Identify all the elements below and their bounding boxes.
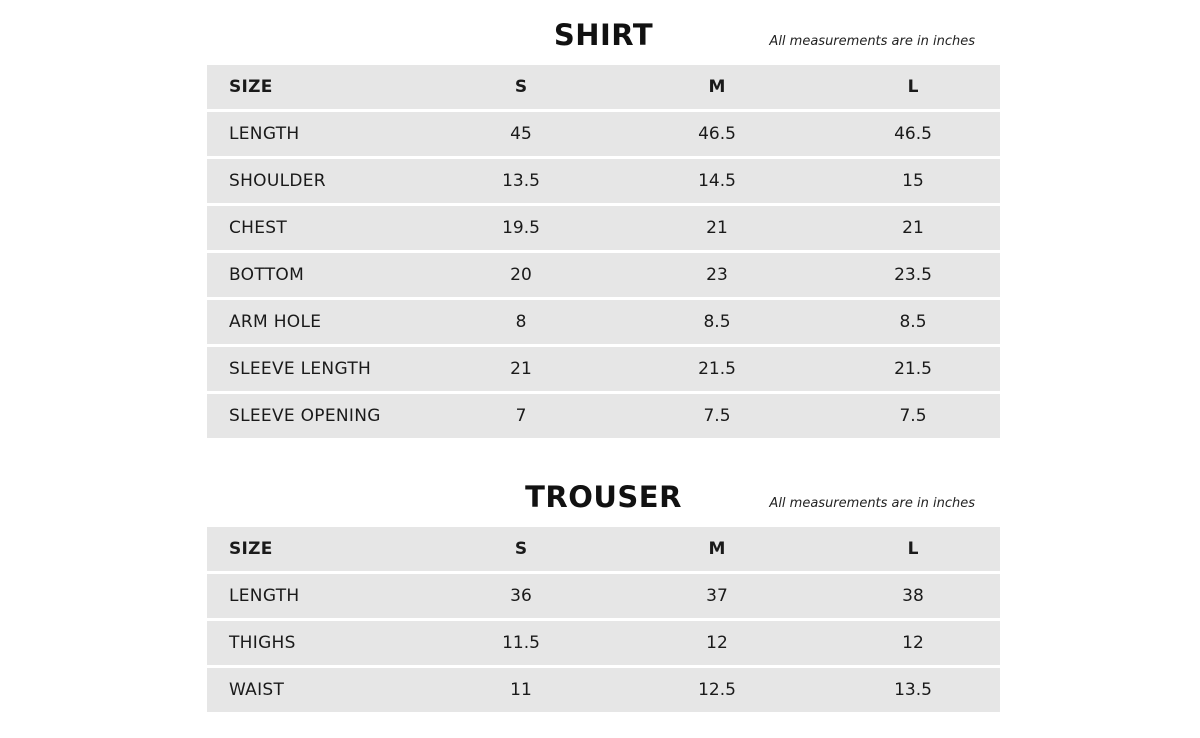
value-m: 23 [706, 265, 728, 285]
value-s: 13.5 [502, 171, 540, 191]
header-m: M [708, 77, 726, 97]
shirt-table [207, 65, 1000, 438]
value-m: 21 [706, 218, 728, 238]
table-row [207, 112, 1000, 156]
value-s: 7 [515, 406, 527, 426]
table-row [207, 668, 1000, 712]
shirt-title: SHIRT [553, 18, 654, 52]
trouser-table-header [207, 527, 1000, 571]
row-label: LENGTH [229, 124, 300, 144]
value-s: 45 [510, 124, 532, 144]
table-row [207, 300, 1000, 344]
shirt-measurement-note: All measurements are in inches [769, 34, 975, 49]
row-label: CHEST [229, 218, 288, 238]
row-label: THIGHS [229, 633, 296, 653]
trouser-table [207, 527, 1000, 712]
table-row [207, 394, 1000, 438]
value-l: 7.5 [899, 406, 927, 426]
trouser-title-row [207, 462, 1000, 527]
table-row [207, 347, 1000, 391]
value-l: 38 [902, 586, 924, 606]
table-row [207, 159, 1000, 203]
value-l: 46.5 [894, 124, 932, 144]
value-l: 23.5 [894, 265, 932, 285]
value-s: 21 [510, 359, 532, 379]
value-s: 19.5 [502, 218, 540, 238]
row-label: ARM HOLE [229, 312, 322, 332]
header-s: S [514, 539, 528, 559]
value-s: 8 [515, 312, 527, 332]
value-m: 8.5 [703, 312, 731, 332]
header-size: SIZE [229, 77, 273, 97]
table-row [207, 253, 1000, 297]
value-s: 36 [510, 586, 532, 606]
row-label: WAIST [229, 680, 285, 700]
shirt-size-chart [207, 0, 1000, 441]
header-m: M [708, 539, 726, 559]
shirt-title-row [207, 0, 1000, 65]
value-l: 12 [902, 633, 924, 653]
value-l: 8.5 [899, 312, 927, 332]
value-m: 12 [706, 633, 728, 653]
value-s: 11.5 [502, 633, 540, 653]
value-m: 7.5 [703, 406, 731, 426]
value-m: 21.5 [698, 359, 736, 379]
header-l: L [907, 539, 919, 559]
value-m: 12.5 [698, 680, 736, 700]
row-label: LENGTH [229, 586, 300, 606]
row-label: BOTTOM [229, 265, 305, 285]
value-m: 46.5 [698, 124, 736, 144]
table-row [207, 574, 1000, 618]
trouser-measurement-note: All measurements are in inches [769, 496, 975, 511]
value-l: 13.5 [894, 680, 932, 700]
shirt-table-header [207, 65, 1000, 109]
value-l: 21 [902, 218, 924, 238]
value-l: 15 [902, 171, 924, 191]
row-label: SHOULDER [229, 171, 326, 191]
table-row [207, 206, 1000, 250]
header-l: L [907, 77, 919, 97]
value-m: 37 [706, 586, 728, 606]
table-row [207, 621, 1000, 665]
value-l: 21.5 [894, 359, 932, 379]
row-label: SLEEVE OPENING [229, 406, 381, 426]
value-s: 11 [510, 680, 532, 700]
value-s: 20 [510, 265, 532, 285]
trouser-title: TROUSER [525, 480, 682, 514]
row-label: SLEEVE LENGTH [229, 359, 372, 379]
value-m: 14.5 [698, 171, 736, 191]
header-s: S [514, 77, 528, 97]
trouser-size-chart [207, 462, 1000, 715]
header-size: SIZE [229, 539, 273, 559]
